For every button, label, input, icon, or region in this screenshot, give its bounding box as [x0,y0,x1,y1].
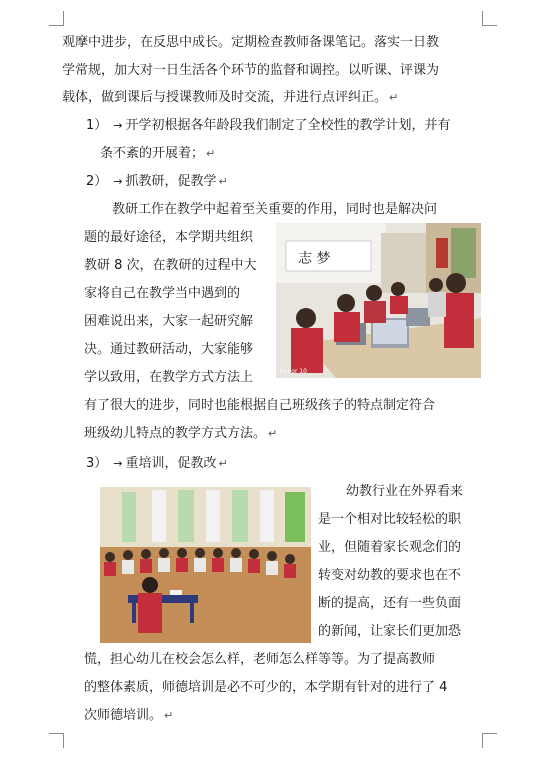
corner-mark-bottom-left [49,733,64,748]
intro-line-2: 学常规，加大对一日生活各个环节的监督和调控。以听课、评课为 [62,63,440,78]
item2-number: 2） [86,174,108,189]
corner-mark-bottom-right [482,733,497,748]
corner-mark-top-right [482,11,497,26]
item3-line-4: 转变对幼教的要求也在不 [318,568,462,583]
item2-line-7: 学以致用，在教学方式方法上 [84,370,254,385]
item3-line-3: 业，但随着家长观念们的 [318,540,462,555]
tab-arrow-icon: → [113,119,123,132]
item3-line-5: 断的提高，还有一些负面 [318,596,462,611]
item2-line-1: 教研工作在教学中起着至关重要的作用，同时也是解决问 [112,202,438,217]
item3-number: 3） [86,456,108,471]
paragraph-mark: ↵ [218,175,228,188]
item2-line-8: 有了很大的进步，同时也能根据自己班级孩子的特点制定符合 [84,398,436,413]
intro-line-1: 观摩中进步，在反思中成长。定期检查教师备课笔记。落实一日教 [62,35,440,50]
tab-arrow-icon: → [113,457,123,470]
item3-line-9: 次师德培训。 ↵ [84,708,174,723]
item2-line-2: 题的最好途径，本学期共组织 [84,230,254,245]
item3-line-1: 幼教行业在外界看来 [346,484,464,499]
photo-watermark: honor 10 [280,368,307,375]
paragraph-mark: ↵ [218,457,228,470]
tab-arrow-icon: → [113,175,123,188]
teacher-training-photo-art [100,487,311,643]
item1-line-2: 条不紊的开展着； ↵ [100,146,216,161]
item1-line-1: 1） → 开学初根据各年龄段我们制定了全校性的教学计划，并有 [86,118,451,133]
teaching-research-photo [276,223,481,378]
item3-heading: 3） → 重培训，促教改 ↵ [86,456,228,471]
item3-line-7: 慌，担心幼儿在校会怎么样，老师怎么样等等。为了提高教师 [84,652,436,667]
corner-mark-top-left [49,11,64,26]
item2-line-6: 决。通过教研活动，大家能够 [84,342,254,357]
item3-line-8: 的整体素质，师德培训是必不可少的，本学期有针对的进行了 4 [84,680,448,695]
paragraph-mark: ↵ [268,427,278,440]
paragraph-mark: ↵ [206,147,216,160]
intro-line-3: 载体，做到课后与授课教师及时交流，并进行点评纠正。 ↵ [62,90,399,105]
item3-line-2: 是一个相对比较轻松的职 [318,512,462,527]
item2-line-3: 教研 8 次，在教研的过程中大 [84,258,257,273]
paragraph-mark: ↵ [389,91,399,104]
item1-number: 1） [86,118,108,133]
item3-line-6: 的新闻，让家长们更加恐 [318,624,462,639]
teaching-research-photo-art [276,223,481,378]
item2-heading: 2） → 抓教研，促教学 ↵ [86,174,228,189]
photo-banner-text: 志 梦 [298,251,331,267]
paragraph-mark: ↵ [164,709,174,722]
item2-line-5: 困难说出来，大家一起研究解 [84,314,254,329]
teacher-training-photo [100,487,311,643]
item2-line-9: 班级幼儿特点的教学方式方法。 ↵ [84,426,278,441]
item2-line-4: 家将自己在教学当中遇到的 [84,286,241,301]
